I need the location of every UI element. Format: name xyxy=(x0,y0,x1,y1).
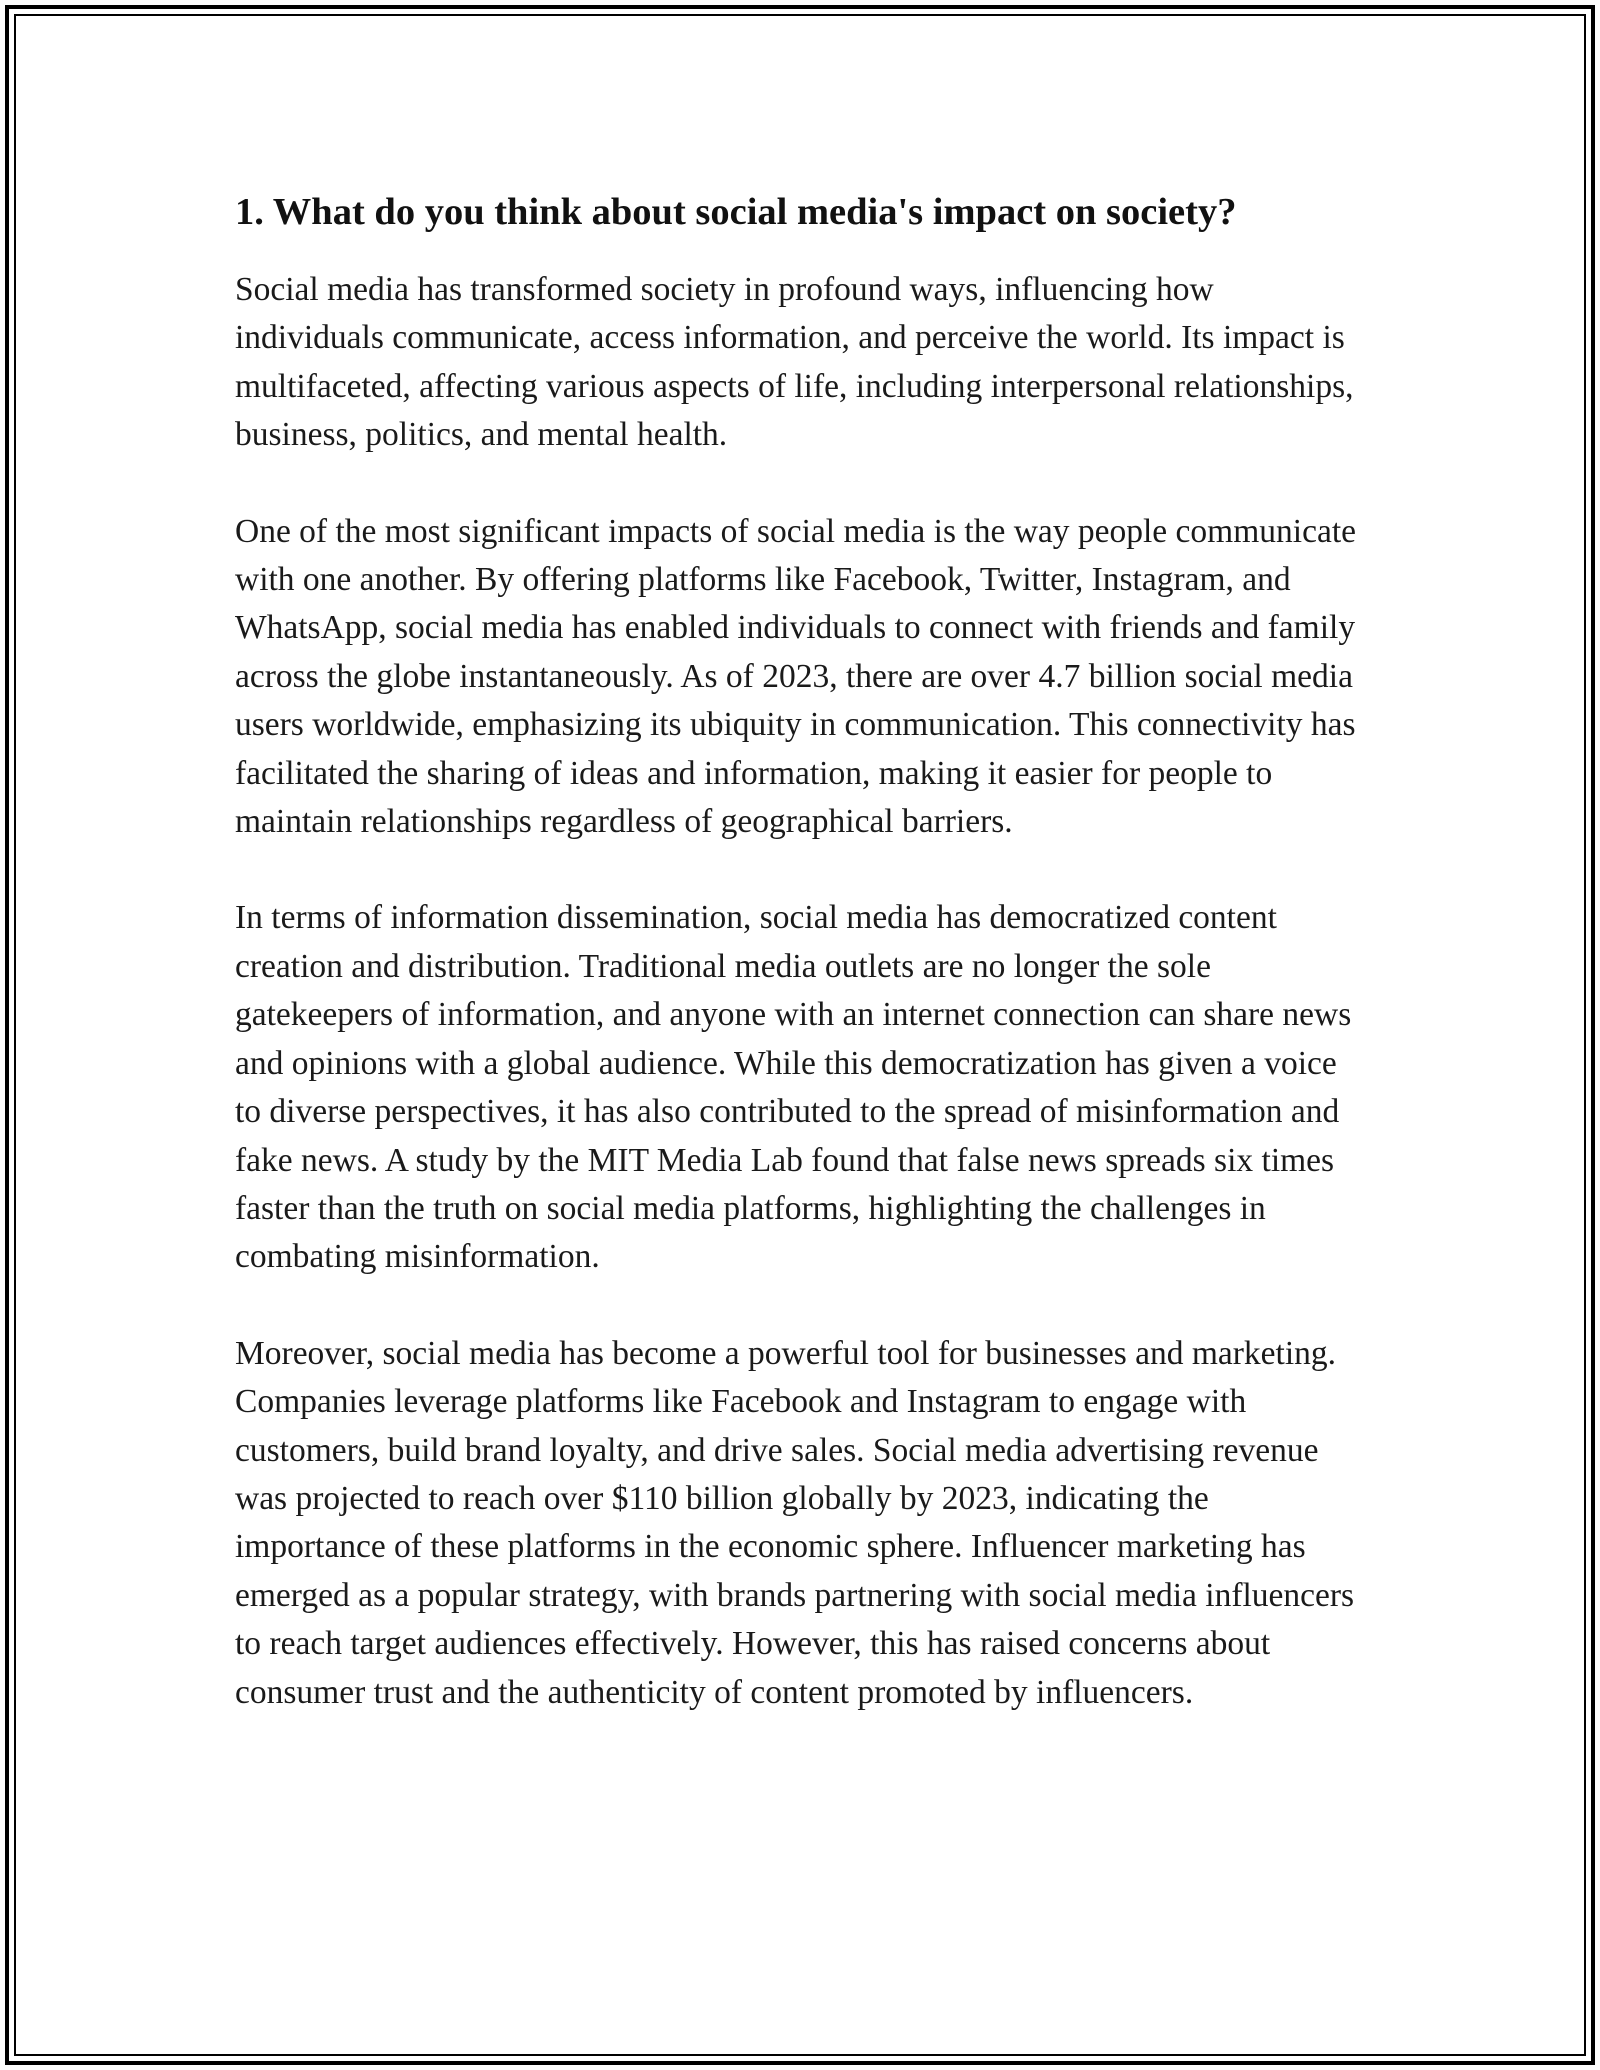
paragraph-communication: One of the most significant impacts of social media is the way people communicate with one another. By offering platforms like Facebook, Twitter, Instagram, and WhatsApp, social media has enabled individuals to connect with friends and family across the globe instantaneously. As of 2023, there are over 4.7 billion social media users worldwide, emphasizing its ubiquity in communication. This connectivity has facilitated the sharing of ideas and information, making it easier for people to maintain relationships regardless of geographical barriers. xyxy=(235,512,1357,841)
document-body xyxy=(235,184,1365,1717)
paragraph-business: Moreover, social media has become a powerful tool for businesses and marketing. Companies leverage platforms like Facebook and Instagram to engage with customers, build brand loyalty, and drive sales. Social media advertising revenue was projected to reach over $110 billion globally by 2023, indicating the importance of these platforms in the economic sphere. Influencer marketing has emerged as a popular strategy, with brands partnering with social media influencers to reach target audiences effectively. However, this has raised concerns about consumer trust and the authenticity of content promoted by influencers. xyxy=(235,1334,1355,1711)
question-heading: 1. What do you think about social media's impact on society? xyxy=(235,191,1237,233)
paragraph-information: In terms of information dissemination, social media has democratized content creation and distribution. Traditional media outlets are no longer the sole gatekeepers of information, and anyone with an internet connection can share news and opinions with a global audience. While this democratization has given a voice to diverse perspectives, it has also contributed to the spread of misinformation and fake news. A study by the MIT Media Lab found that false news spreads six times faster than the truth on social media platforms, highlighting the challenges in combating misinformation. xyxy=(235,899,1352,1276)
paragraph-intro: Social media has transformed society in profound ways, influencing how individuals communicate, access information, and perceive the world. Its impact is multifaceted, affecting various aspects of life, including interpersonal relationships, business, politics, and mental health. xyxy=(235,271,1354,454)
